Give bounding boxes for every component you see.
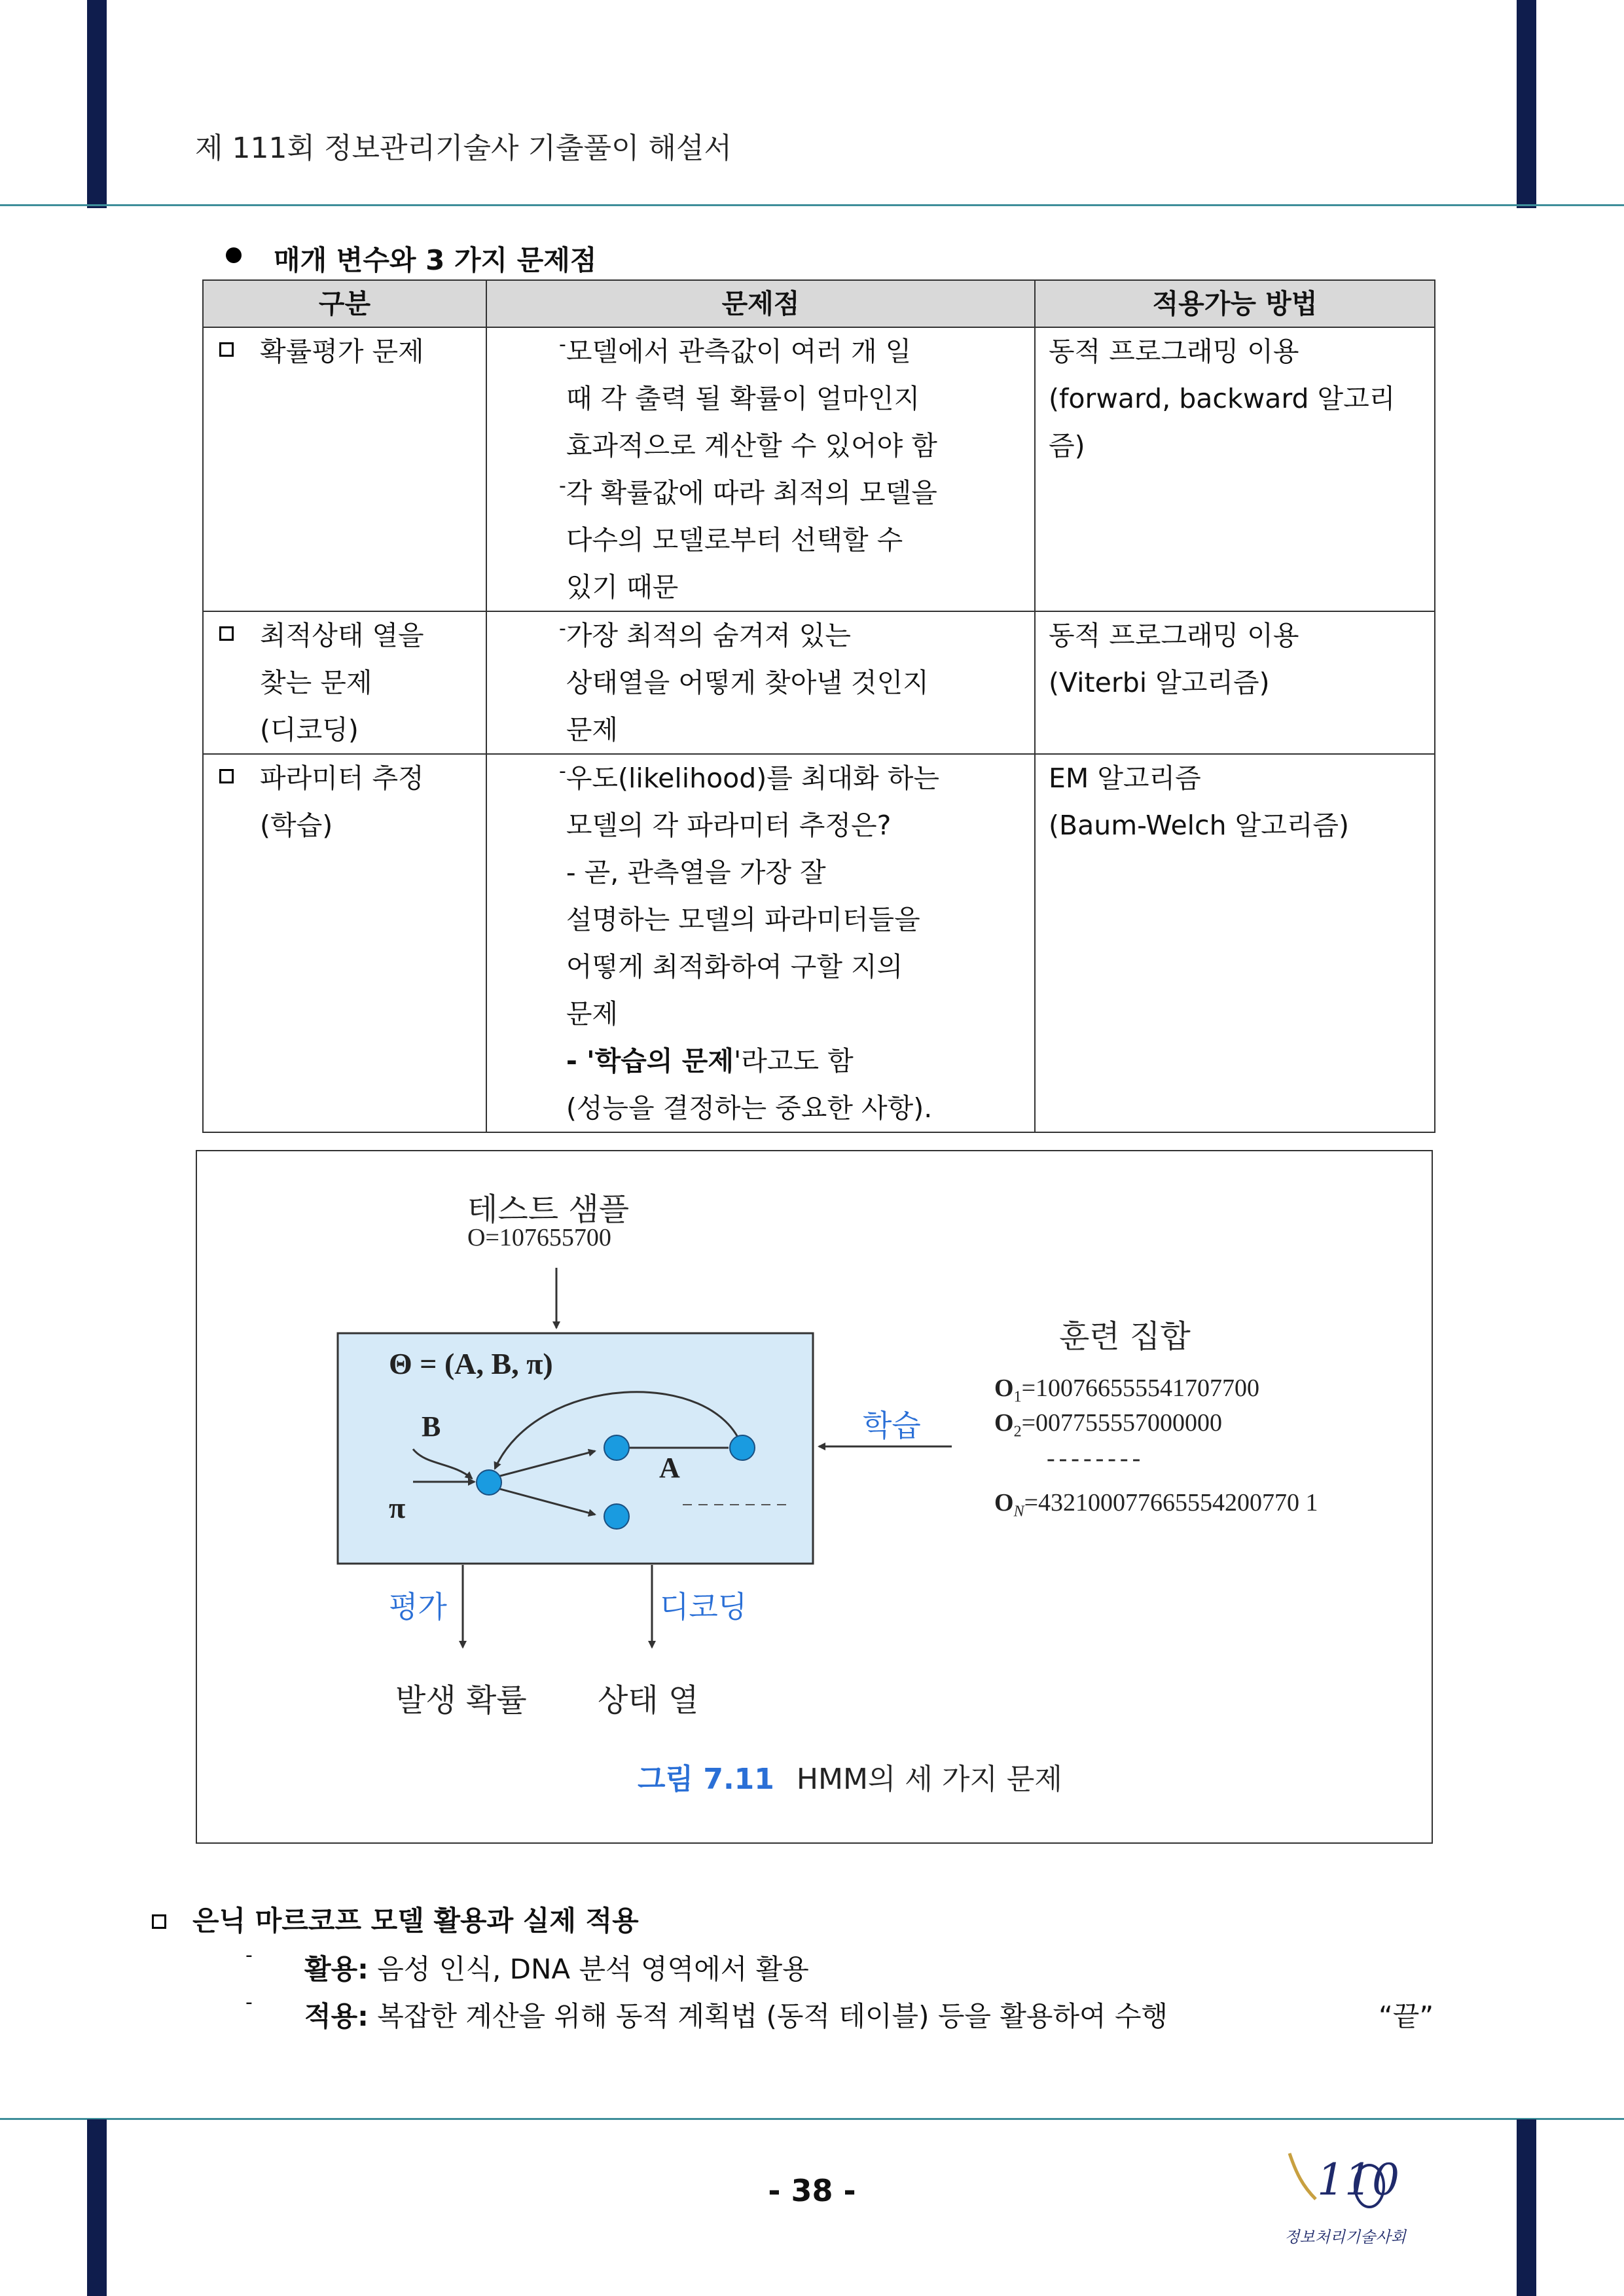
category-cell — [203, 754, 486, 1132]
a-label: A — [659, 1452, 680, 1484]
dash-bullet: - — [559, 333, 566, 356]
problem-cell — [486, 754, 1035, 1132]
problem-line: 어떻게 최적화하여 구할 지의 — [566, 951, 903, 982]
state-node — [604, 1435, 629, 1460]
category-cell — [203, 327, 486, 611]
training-seq-n: $O_N=432100077665554200770$ 1 — [994, 1489, 1318, 1520]
decoding-label: 디코딩 — [660, 1589, 748, 1624]
o1-sequence: =100766555541707700 — [1021, 1374, 1259, 1402]
problems-table — [202, 279, 1435, 1133]
caption-text: HMM의 세 가지 문제 — [796, 1763, 1062, 1796]
note-prefix: - ' — [566, 1045, 595, 1077]
dash-bullet: - — [245, 1991, 253, 2014]
category-line: 파라미터 추정 — [260, 762, 424, 794]
header-right-bar — [1517, 0, 1536, 208]
page-number: - 38 - — [768, 2173, 856, 2208]
section-title: 매개 변수와 3 가지 문제점 — [274, 244, 597, 276]
logo-text: 정보처리기술사회 — [1284, 2228, 1406, 2246]
problem-note — [566, 1037, 1021, 1085]
problem-line: - 곧, 관측열을 가장 잘 — [566, 857, 826, 888]
section2-title-text: 은닉 마르코프 모델 활용과 실제 적용 — [192, 1905, 639, 1937]
category-line: 찾는 문제 — [260, 667, 372, 698]
end-mark: “끝” — [1379, 2000, 1434, 2032]
checkbox-square-icon — [219, 342, 234, 357]
method-cell — [1035, 611, 1435, 754]
method-line: 동적 프로그래밍 이용 — [1049, 620, 1299, 651]
item-label: 적용: — [304, 2000, 369, 2032]
problem-cell — [486, 327, 1035, 611]
category-cell — [203, 611, 486, 754]
bullet-dot — [226, 247, 242, 263]
table-row — [203, 754, 1435, 1132]
col-header-problem: 문제점 — [486, 280, 1035, 327]
checkbox-square-icon — [219, 769, 234, 783]
col-header-method: 적용가능 방법 — [1035, 280, 1435, 327]
section2-title — [152, 1899, 639, 1939]
method-line: 동적 프로그래밍 이용 — [1049, 336, 1299, 367]
category-line: 확률평가 문제 — [260, 336, 424, 367]
table-row — [203, 611, 1435, 754]
evaluation-label: 평가 — [389, 1589, 447, 1624]
method-line: (Baum-Welch 알고리즘) — [1049, 810, 1350, 841]
problem-line: 각 확률값에 따라 최적의 모델을 — [566, 477, 937, 509]
item-label: 활용: — [304, 1953, 369, 1985]
method-line: EM 알고리즘 — [1049, 762, 1201, 794]
logo — [1276, 2140, 1414, 2251]
dash-bullet: - — [245, 1944, 253, 1967]
dash-bullet: - — [559, 760, 566, 783]
problem-line: 문제 — [566, 998, 619, 1030]
problem-line: 있기 때문 — [566, 571, 679, 603]
note-suffix: '라고도 함 — [733, 1045, 854, 1077]
method-line: (Viterbi 알고리즘) — [1049, 667, 1270, 698]
dash-bullet: - — [559, 617, 566, 640]
problem-line: 효과적으로 계산할 수 있어야 함 — [566, 430, 937, 461]
theta-label: Θ = (A, B, π) — [389, 1347, 553, 1380]
table-header-row — [203, 280, 1435, 327]
col-header-category: 구분 — [203, 280, 486, 327]
test-sample-label: 테스트 샘플 — [467, 1191, 630, 1228]
method-cell — [1035, 327, 1435, 611]
output-probability-label: 발생 확률 — [395, 1682, 527, 1719]
training-set-label: 훈련 집합 — [1059, 1318, 1191, 1355]
logo-number: 110 — [1317, 2155, 1399, 2205]
training-seq-1: $O_1=100766555541707700$ — [994, 1374, 1259, 1406]
pi-label: π — [389, 1491, 406, 1524]
checkbox-square-icon — [219, 626, 234, 641]
problem-line: 모델에서 관측값이 여러 개 일 — [566, 336, 912, 367]
problem-cell — [486, 611, 1035, 754]
state-node — [604, 1504, 629, 1529]
problem-line: 상태열을 어떻게 찾아낼 것인지 — [566, 667, 929, 698]
method-line: (forward, backward 알고리즘) — [1049, 383, 1396, 461]
header-rule — [0, 204, 1624, 206]
state-node — [730, 1435, 755, 1460]
problem-line: 때 각 출력 될 확률이 얼마인지 — [566, 383, 920, 414]
list-item — [245, 1991, 1168, 2034]
category-line: (학습) — [260, 810, 333, 841]
state-node — [477, 1470, 501, 1495]
item-text: 복잡한 계산을 위해 동적 계획법 (동적 테이블) 등을 활용하여 수행 — [368, 2000, 1168, 2032]
problem-line: 설명하는 모델의 파라미터들을 — [566, 904, 920, 935]
header-title: 제 111회 정보관리기술사 기출풀이 해설서 — [195, 132, 732, 165]
item-text: 음성 인식, DNA 분석 영역에서 활용 — [368, 1953, 809, 1985]
state-sequence-label: 상태 열 — [598, 1682, 699, 1719]
problem-line: 가장 최적의 숨겨져 있는 — [566, 620, 851, 651]
b-label: B — [422, 1410, 441, 1443]
footer-rule — [0, 2118, 1624, 2120]
problem-line: 우도(likelihood)를 최대화 하는 — [566, 762, 939, 794]
problem-line: 다수의 모델로부터 선택할 수 — [566, 524, 903, 556]
training-seq-2: $O_2=007755557000000$ — [994, 1409, 1222, 1441]
o2-sequence: =007755557000000 — [1021, 1409, 1222, 1437]
on-sequence: =432100077665554200770 1 — [1024, 1489, 1318, 1516]
category-line: (디코딩) — [260, 714, 359, 745]
checkbox-square-icon — [152, 1914, 166, 1929]
header-left-bar — [87, 0, 107, 208]
problem-line: 문제 — [566, 714, 619, 745]
test-sample-sequence: O=107655700 — [467, 1224, 611, 1251]
caption-number: 그림 7.11 — [638, 1763, 774, 1796]
dash-bullet: - — [559, 475, 566, 497]
figure-caption — [638, 1755, 1062, 1797]
method-cell — [1035, 754, 1435, 1132]
list-item — [245, 1944, 809, 1987]
table-row — [203, 327, 1435, 611]
category-line: 최적상태 열을 — [260, 620, 424, 651]
hmm-figure — [196, 1150, 1433, 1844]
problem-line: 모델의 각 파라미터 추정은? — [566, 810, 892, 841]
problem-line: (성능을 결정하는 중요한 사항). — [566, 1092, 933, 1124]
learning-label: 학습 — [863, 1408, 921, 1443]
note-bold: 학습의 문제 — [594, 1045, 734, 1077]
training-dashes: -------- — [1047, 1444, 1145, 1472]
